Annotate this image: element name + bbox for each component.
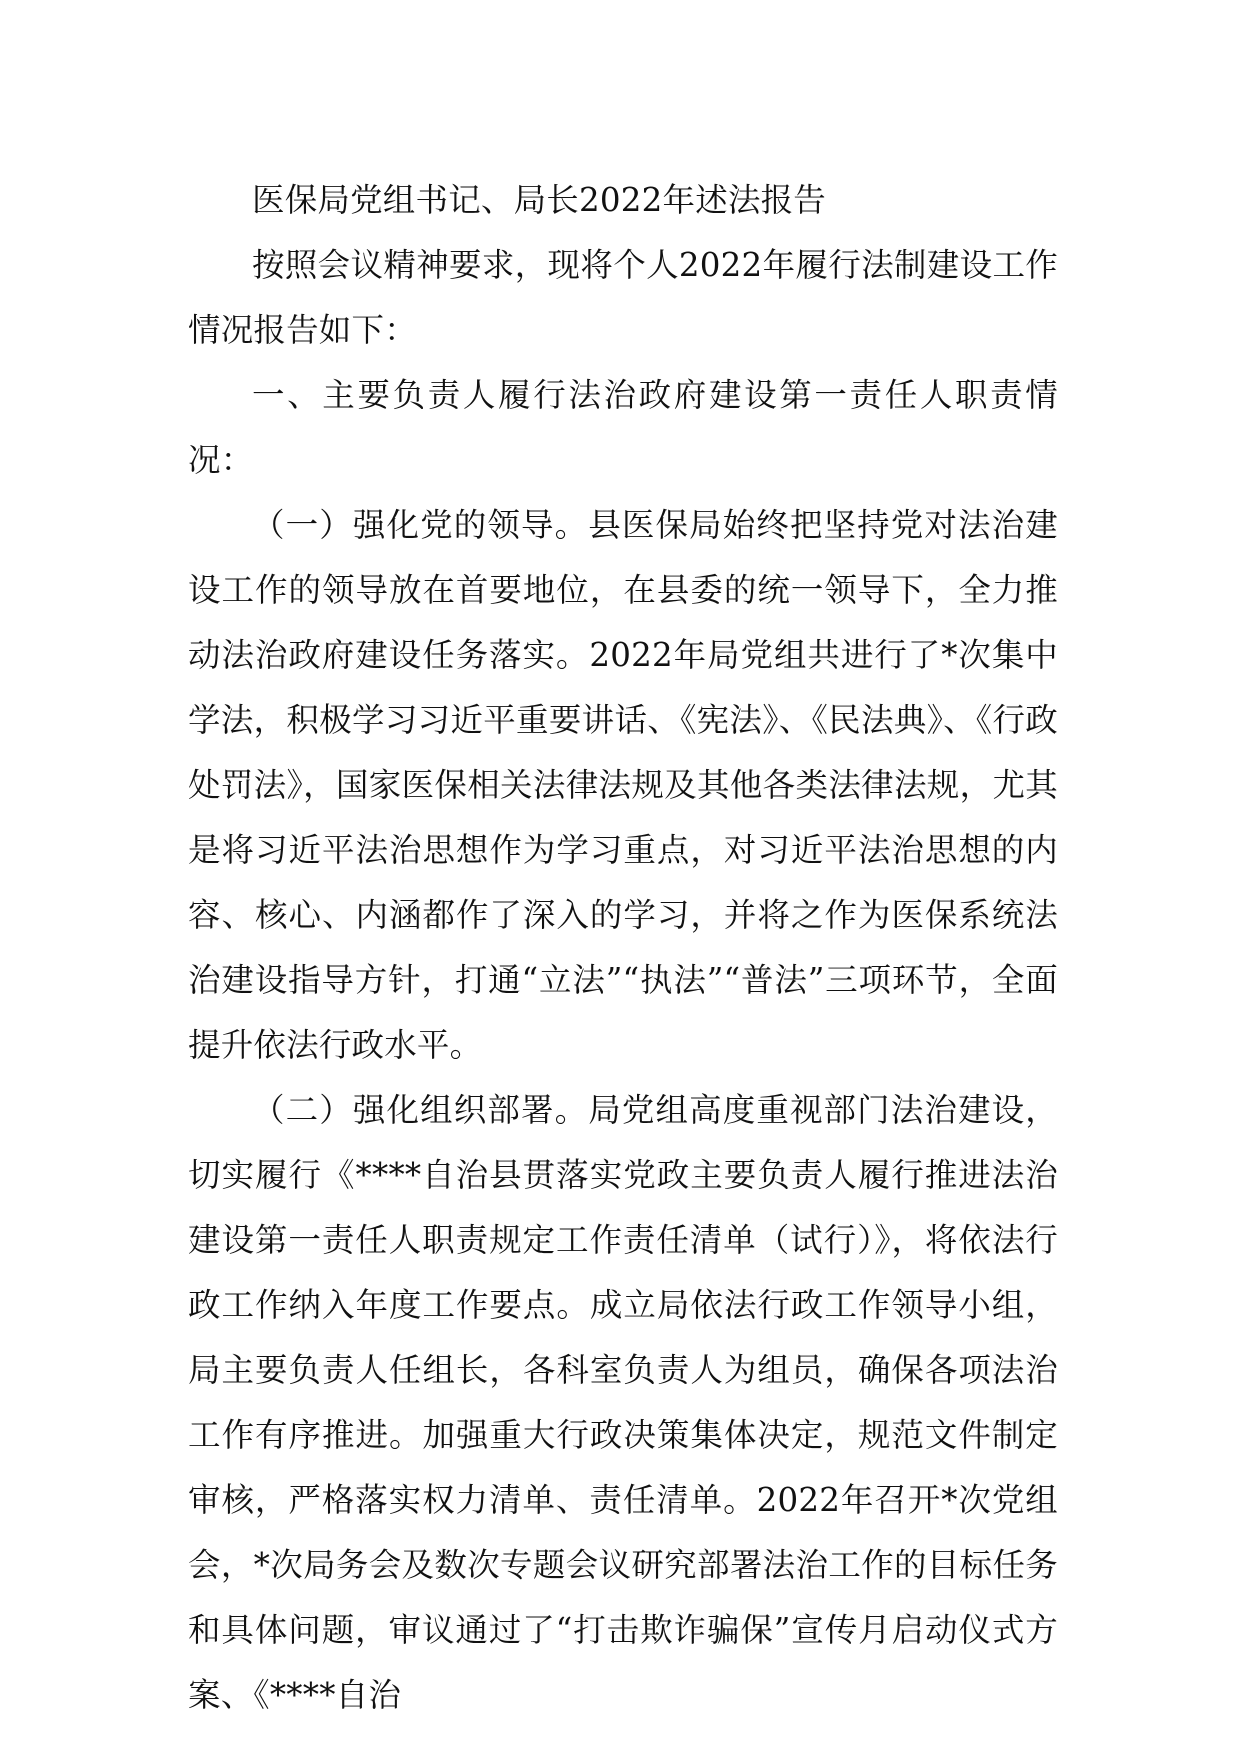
paragraph-organization: （二）强化组织部署。局党组高度重视部门法治建设，切实履行《****自治县贯落实党政主要负责人履行推进法治建设第一责任人职责规定工作责任清单（试行）》，将依法行政工作纳入年度工作要点。成立局依法行政工作领导小组，局主要负责人任组长，各科室负责人为组员，确保各项法治工作有序推进。加强重大行政决策集体决定，规范文件制定审核，严格落实权力清单、责任清单。2022年召开*次党组会，*次局务会及数次专题会议研究部署法治工作的目标任务和具体问题，审议通过了“打击欺诈骗保”宣传月启动仪式方案、《****自治 — [188, 1091, 1058, 1714]
document-title: 医保局党组书记、局长2022年述法报告 — [252, 181, 827, 219]
document-body — [188, 168, 1058, 1728]
section-heading-1: 一、主要负责人履行法治政府建设第一责任人职责情况： — [188, 376, 1058, 479]
paragraph-party-leadership: （一）强化党的领导。县医保局始终把坚持党对法治建设工作的领导放在首要地位，在县委的统一领导下，全力推动法治政府建设任务落实。2022年局党组共进行了*次集中学法，积极学习习近平重要讲话、《宪法》、《民法典》、《行政处罚法》，国家医保相关法律法规及其他各类法律法规，尤其是将习近平法治思想作为学习重点，对习近平法治思想的内容、核心、内涵都作了深入的学习，并将之作为医保系统法治建设指导方针，打通“立法”“执法”“普法”三项环节，全面提升依法行政水平。 — [188, 506, 1058, 1064]
paragraph-intro: 按照会议精神要求，现将个人2022年履行法制建设工作情况报告如下： — [188, 246, 1058, 349]
